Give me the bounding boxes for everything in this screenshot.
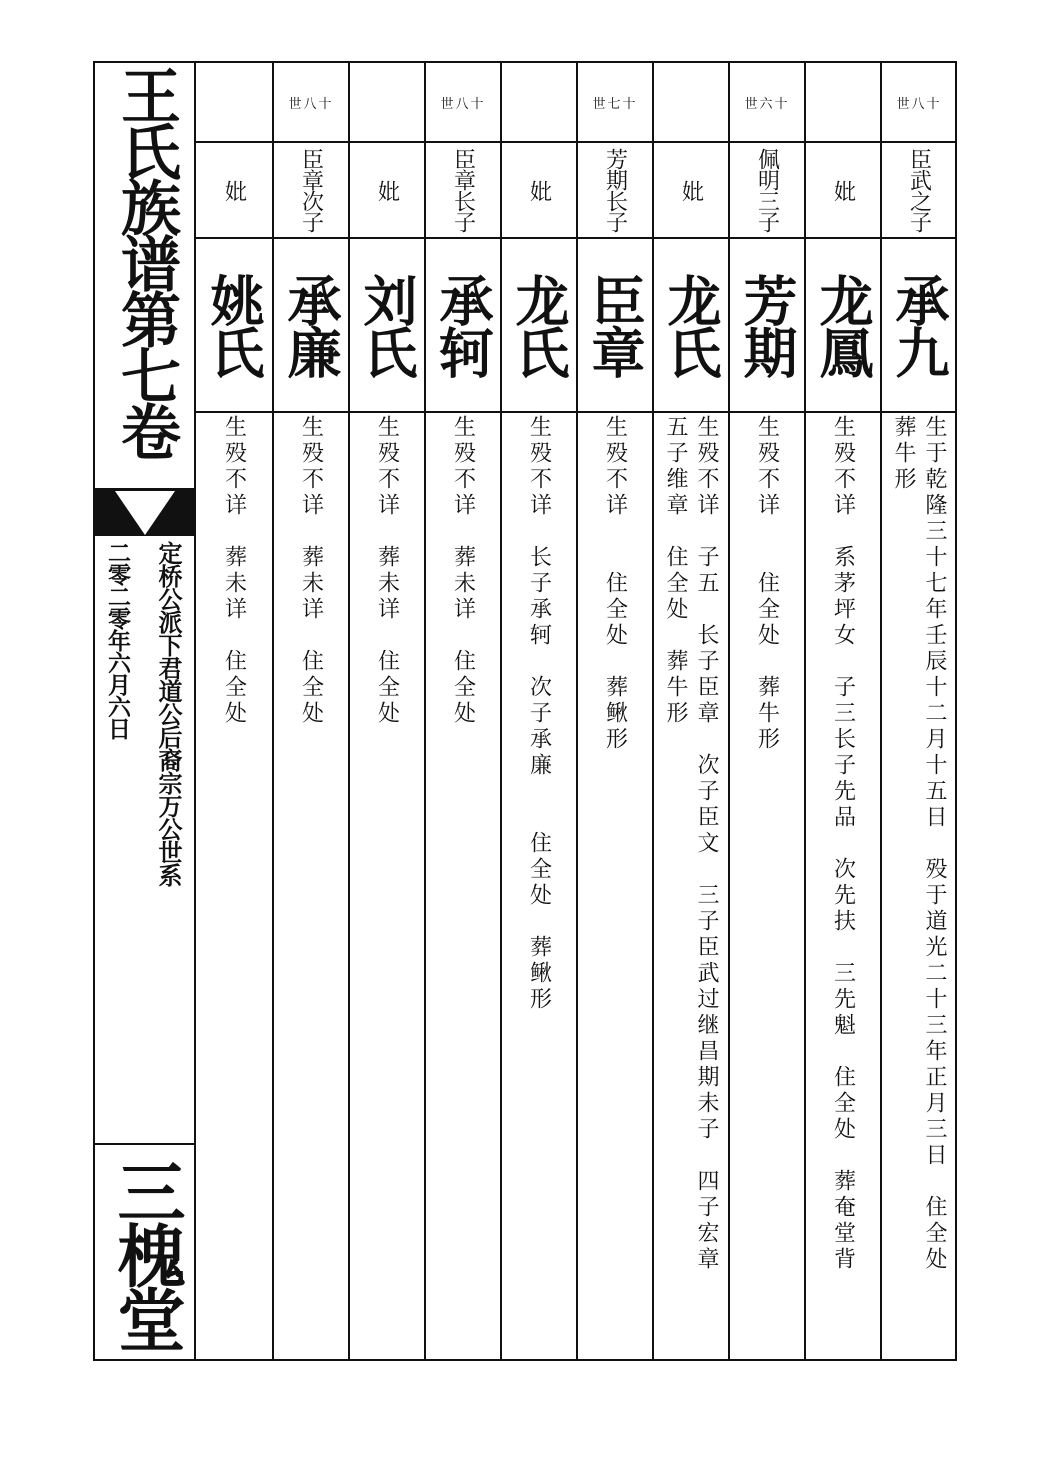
- person-name: 臣章: [583, 273, 647, 377]
- generation-label: 世八十: [440, 96, 486, 112]
- person-name: 承廉: [279, 273, 343, 377]
- book-title: [95, 63, 196, 488]
- hall-name: [95, 1145, 196, 1361]
- name-cell: [882, 239, 956, 411]
- entry-column: [728, 63, 804, 1359]
- person-name: 刘氏: [355, 273, 419, 377]
- title-panel: [95, 63, 196, 1359]
- relation-text: 芳期长子: [602, 148, 628, 232]
- relation-text: 臣章次子: [298, 148, 324, 232]
- relation-cell: [578, 143, 652, 237]
- relation-text: 臣章长子: [450, 148, 476, 232]
- name-cell: [578, 239, 652, 411]
- generation-label: [654, 63, 728, 141]
- relation-cell: [426, 143, 500, 237]
- notes-cell: [578, 415, 652, 1359]
- notes-cell: [502, 415, 576, 1359]
- relation-cell: [730, 143, 804, 237]
- generation-label: 世六十: [744, 96, 790, 112]
- notes-cell: [730, 415, 804, 1359]
- relation-text: 臣武之子: [906, 148, 932, 232]
- notes-text: 生殁不详 长子承轲 次子承廉 住全处 葬鳅形: [526, 415, 552, 1013]
- person-name: 龙氏: [507, 273, 571, 377]
- genealogy-page-frame: [93, 61, 957, 1361]
- generation-label: [350, 63, 424, 141]
- relation-text: 妣: [678, 179, 704, 201]
- entry-column: [272, 63, 348, 1359]
- relation-cell: [654, 143, 728, 237]
- notes-text: 生殁不详 住全处 葬牛形: [754, 415, 780, 753]
- notes-text: 生殁不详 葬未详 住全处: [298, 415, 324, 727]
- notes-cell: [654, 415, 728, 1359]
- name-cell: [806, 239, 880, 411]
- notes-cell: [882, 415, 956, 1359]
- relation-cell: [806, 143, 880, 237]
- name-cell: [654, 239, 728, 411]
- relation-cell: [350, 143, 424, 237]
- generation-label: [196, 63, 272, 141]
- relation-cell: [196, 143, 272, 237]
- generation-label: [806, 63, 880, 141]
- relation-text: 妣: [221, 179, 247, 201]
- entry-column: [348, 63, 424, 1359]
- person-name: 承九: [887, 273, 951, 377]
- notes-cell: [426, 415, 500, 1359]
- entry-column: [500, 63, 576, 1359]
- notes-text: 生殁不详 葬未详 住全处: [450, 415, 476, 727]
- hall-name-text: 三槐堂: [106, 1157, 186, 1349]
- notes-text: 生于乾隆三十七年壬辰十二月十五日 殁于道光二十三年正月三日 住全处 葬牛形: [891, 415, 947, 1273]
- notes-text: 生殁不详 葬未详 住全处: [221, 415, 247, 727]
- notes-text: 生殁不详 葬未详 住全处: [374, 415, 400, 727]
- book-title-text: 王氏族谱第七卷: [111, 65, 181, 457]
- entry-column: [196, 63, 272, 1359]
- entry-column: [652, 63, 728, 1359]
- relation-text: 妣: [830, 179, 856, 201]
- generation-label: [502, 63, 576, 141]
- person-name: 龙氏: [659, 273, 723, 377]
- compile-date-text: 二零二零年六月六日: [104, 541, 131, 739]
- notes-text: 生殁不详 系茅坪女 子三长子先品 次先扶 三先魁 住全处 葬奄堂背: [830, 415, 856, 1273]
- entry-column: [424, 63, 500, 1359]
- name-cell: [274, 239, 348, 411]
- relation-cell: [882, 143, 956, 237]
- person-name: 姚氏: [202, 273, 266, 377]
- notes-cell: [196, 415, 272, 1359]
- lineage-subtitle: [151, 541, 185, 1011]
- notes-cell: [274, 415, 348, 1359]
- generation-label: 世八十: [896, 96, 942, 112]
- name-cell: [730, 239, 804, 411]
- person-name: 芳期: [735, 273, 799, 377]
- relation-text: 佩明三子: [754, 148, 780, 232]
- entry-column: [880, 63, 956, 1359]
- entry-column: [576, 63, 652, 1359]
- notes-cell: [350, 415, 424, 1359]
- person-name: 承轲: [431, 273, 495, 377]
- person-name: 龙鳳: [811, 273, 875, 377]
- compile-date: [101, 541, 133, 841]
- name-cell: [196, 239, 272, 411]
- relation-cell: [274, 143, 348, 237]
- notes-text: 生殁不详 住全处 葬鳅形: [602, 415, 628, 753]
- notes-text: 生殁不详 子五 长子臣章 次子臣文 三子臣武过继昌期未子 四子宏章 五子维章 住全处 葬牛形: [663, 415, 719, 1273]
- name-cell: [426, 239, 500, 411]
- relation-cell: [502, 143, 576, 237]
- name-cell: [502, 239, 576, 411]
- genealogy-grid: [196, 63, 955, 1359]
- relation-text: 妣: [526, 179, 552, 201]
- name-cell: [350, 239, 424, 411]
- lineage-subtitle-text: 定桥公派下君道公后裔宗万公世系: [154, 541, 183, 886]
- notes-cell: [806, 415, 880, 1359]
- ribbon-notch: [115, 491, 175, 535]
- relation-text: 妣: [374, 179, 400, 201]
- generation-label: 世八十: [288, 96, 334, 112]
- entry-column: [804, 63, 880, 1359]
- generation-label: 世七十: [592, 96, 638, 112]
